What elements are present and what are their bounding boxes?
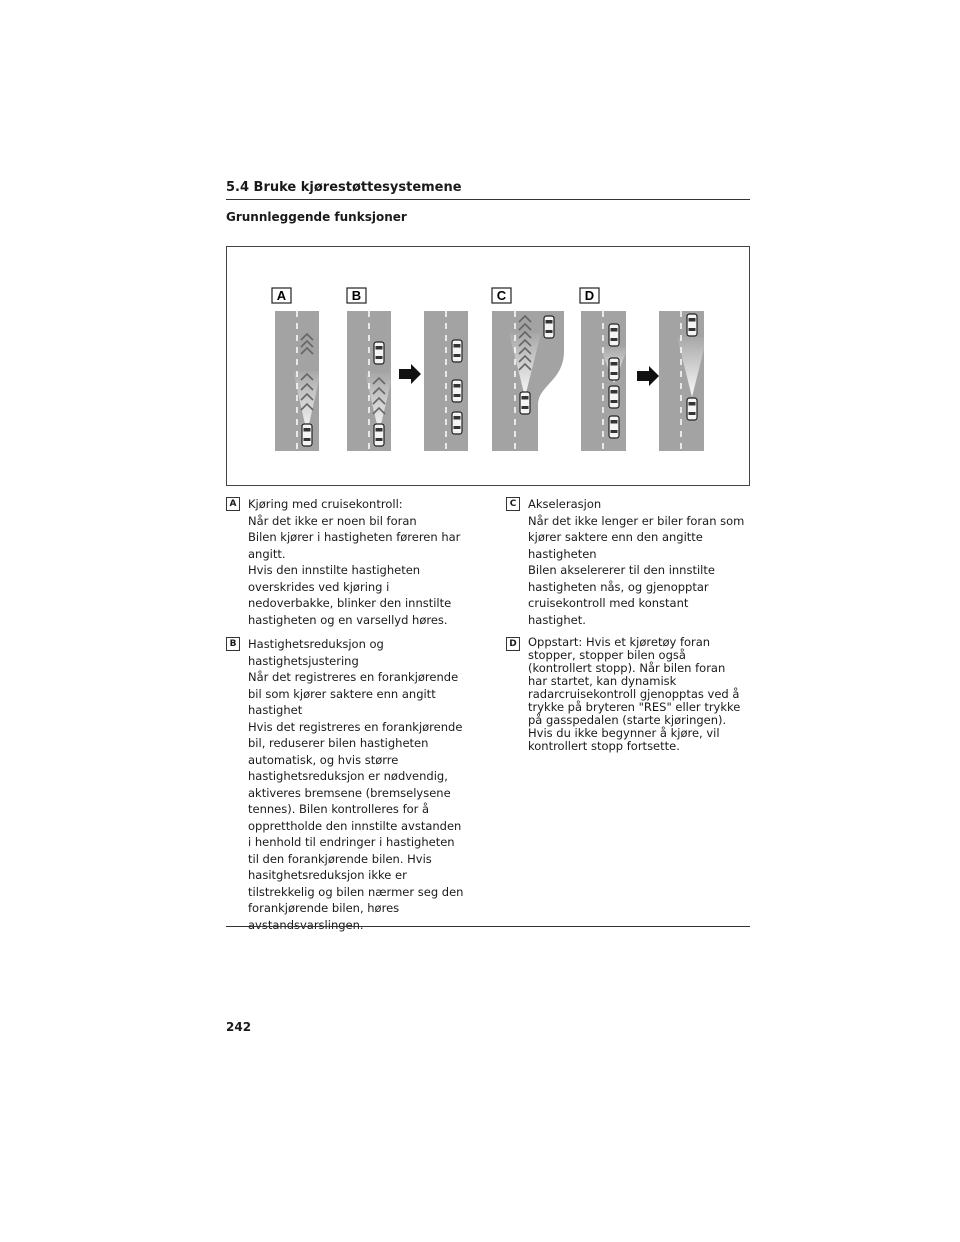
item-line: Akselerasjon [528,497,602,511]
own-car-icon [687,398,697,420]
item-line: overskrides ved kjøring i [248,579,390,594]
item-line: hastigheten [528,546,597,561]
lead-car-icon [609,324,619,346]
item-line: kontrollert stopp fortsette. [528,739,680,753]
item-line: stopper, stopper bilen også [528,648,686,662]
acc-illustration [226,246,750,486]
item-line: i henhold til endringer i hastigheten [248,835,455,849]
own-car-icon [609,386,619,408]
item-line: hasitghetsreduksjon ikke er [248,868,407,882]
item-line: Kjøring med cruisekontroll: [248,497,403,511]
item-line: Oppstart: Hvis et kjøretøy foran [528,635,711,649]
item-line: Når det registreres en forankjørende [248,670,459,684]
lead-car-icon [687,314,697,336]
badge-d: D [506,637,520,651]
item-line: (kontrollert stopp). Når bilen foran [528,661,726,675]
figure-label-a: A [276,288,287,303]
item-line: Hvis du ikke begynner å kjøre, vil [528,726,720,740]
badge-b: B [226,637,240,651]
road-b-before [347,311,393,451]
item-line: Hastighetsreduksjon og [248,637,384,651]
item-line: bil som kjører saktere enn angitt [248,686,436,701]
item-a [226,496,472,628]
label-c [492,288,511,303]
arrow-right-icon [399,364,421,384]
badge-a: A [226,497,240,511]
item-line: radarcruisekontroll gjenopptas ved å [528,687,740,701]
bottom-rule [226,926,750,927]
figure-label-c: C [496,288,507,303]
badge-c: C [506,497,520,511]
label-d [580,288,599,303]
item-line: forankjørende bilen, høres [248,901,400,915]
item-line: aktiveres bremsene (bremselysene [248,785,451,800]
item-c [506,496,750,628]
item-line: angitt. [248,546,286,561]
item-line: cruisekontroll med konstant [528,596,689,610]
item-line: til den forankjørende bilen. Hvis [248,851,432,866]
section-header: 5.4 Bruke kjørestøttesystemene [226,180,750,200]
item-d [506,636,750,753]
item-line: kjører saktere enn den angitte [528,530,703,544]
lead-car-icon [374,342,384,364]
road-b-after [424,311,468,451]
item-line: avstandsvarslingen. [248,917,364,932]
item-line: Når det ikke er noen bil foran [248,513,417,528]
item-line: på gasspedalen (starte kjøringen). [528,713,727,727]
own-car-icon [374,424,384,446]
item-line: hastighet [248,703,303,717]
item-line: nedoverbakke, blinker den innstilte [248,596,452,610]
road-d-after [659,311,707,451]
figure-label-d: D [584,288,595,303]
own-car-icon [302,424,312,446]
item-line: trykke på bryteren "RES" eller trykke [528,700,741,714]
acc-diagram [227,247,749,485]
page-number: 242 [226,1020,252,1034]
item-line: hastighet. [528,612,586,627]
item-line: Hvis det registreres en forankjørende [248,719,463,734]
lead-car-icon [452,380,462,402]
item-line: tilstrekkelig og bilen nærmer seg den [248,884,464,899]
own-car-icon [520,392,530,414]
road-d-before [581,311,628,451]
item-line: automatisk, og hvis større [248,752,399,767]
road-a [275,311,321,451]
subheading: Grunnleggende funksjoner [226,210,407,224]
item-line: hastighetsjustering [248,653,359,668]
item-line: Bilen akselererer til den innstilte [528,563,715,577]
road-c [492,311,564,451]
column-left [226,496,472,941]
own-car-icon [609,416,619,438]
item-line: hastigheten og en varsellyd høres. [248,612,448,627]
own-car-icon [452,412,462,434]
arrow-right-icon [637,366,659,386]
lead-car-icon [609,358,619,380]
item-b [226,636,472,933]
item-line: har startet, kan dynamisk [528,674,677,688]
item-line: hastighetsreduksjon er nødvendig, [248,769,448,783]
item-line: bil, reduserer bilen hastigheten [248,736,429,750]
item-line: Hvis den innstilte hastigheten [248,563,421,577]
item-line: hastigheten nås, og gjenopptar [528,579,709,594]
item-line: Bilen kjører i hastigheten føreren har [248,530,461,544]
column-right [506,496,750,761]
item-line: opprettholde den innstilte avstanden [248,818,462,833]
label-b [347,288,366,303]
figure-label-b: B [351,288,362,303]
lead-car-icon [452,340,462,362]
item-line: Når det ikke lenger er biler foran som [528,513,745,528]
item-line: tennes). Bilen kontrolleres for å [248,802,430,816]
label-a [272,288,291,303]
lead-car-icon [544,316,554,338]
